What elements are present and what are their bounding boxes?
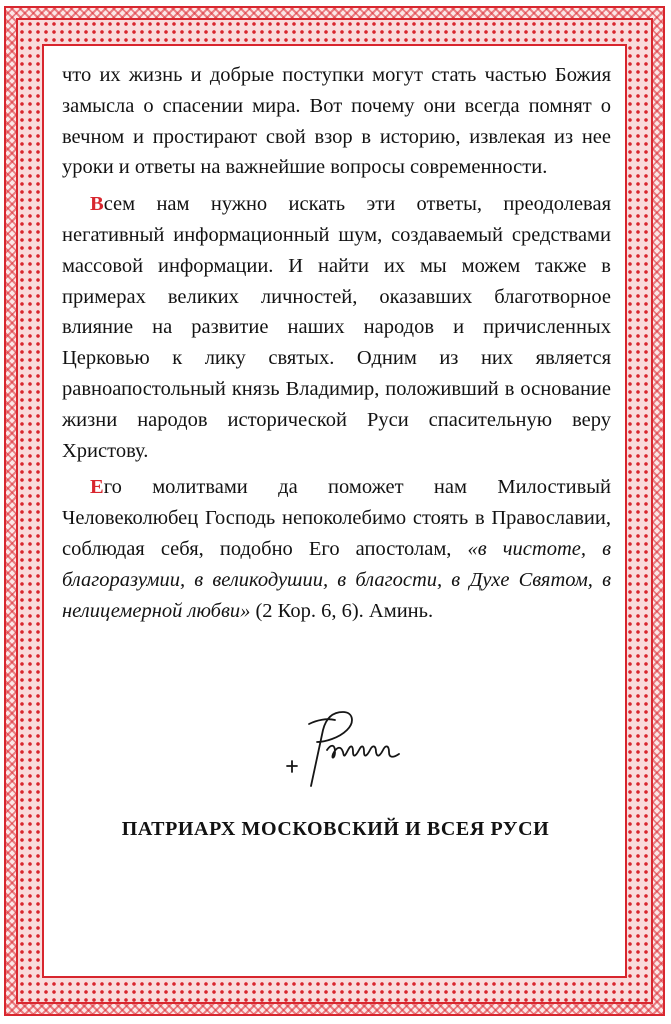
paragraph-2-text: сем нам нужно искать эти ответы, преодолевая негативный информационный шум, создаваемый средствами массовой информации. И найти их мы можем также в примерах великих личностей, оказавших благотворное влияние на развитие наших народов и причисленных Церковью к лику святых. Одним из них является равноапостольный князь Владимир, положивший в основание жизни народов исторической Руси спасительную веру Христову.	[62, 193, 611, 462]
letter-body	[62, 60, 611, 626]
signature-icon	[283, 708, 403, 790]
paragraph-3	[62, 472, 611, 626]
scripture-quote: «в чистоте, в благоразумии, в великодушии, в благости, в Духе Святом, в нелицемерной любви»	[62, 537, 611, 622]
scripture-reference: (2 Кор. 6, 6). Аминь.	[250, 599, 434, 622]
paragraph-1: что их жизнь и добрые поступки могут стать частью Божия замысла о спасении мира. Вот почему они всегда помнят о вечном и простирают свой взор в историю, извлекая из нее уроки и ответы на важнейшие вопросы современности.	[62, 64, 611, 179]
signatory-title: ПАТРИАРХ МОСКОВСКИЙ И ВСЕЯ РУСИ	[121, 818, 550, 840]
paragraph-2	[62, 189, 611, 466]
paragraph-2-initial: В	[90, 193, 104, 216]
paragraph-3-initial: Е	[90, 476, 104, 499]
paragraph-3-text: го молитвами да поможет нам Милостивый Человеколюбец Господь непоколебимо стоять в Православии, соблюдая себя, подобно Его апостолам,	[62, 476, 611, 560]
